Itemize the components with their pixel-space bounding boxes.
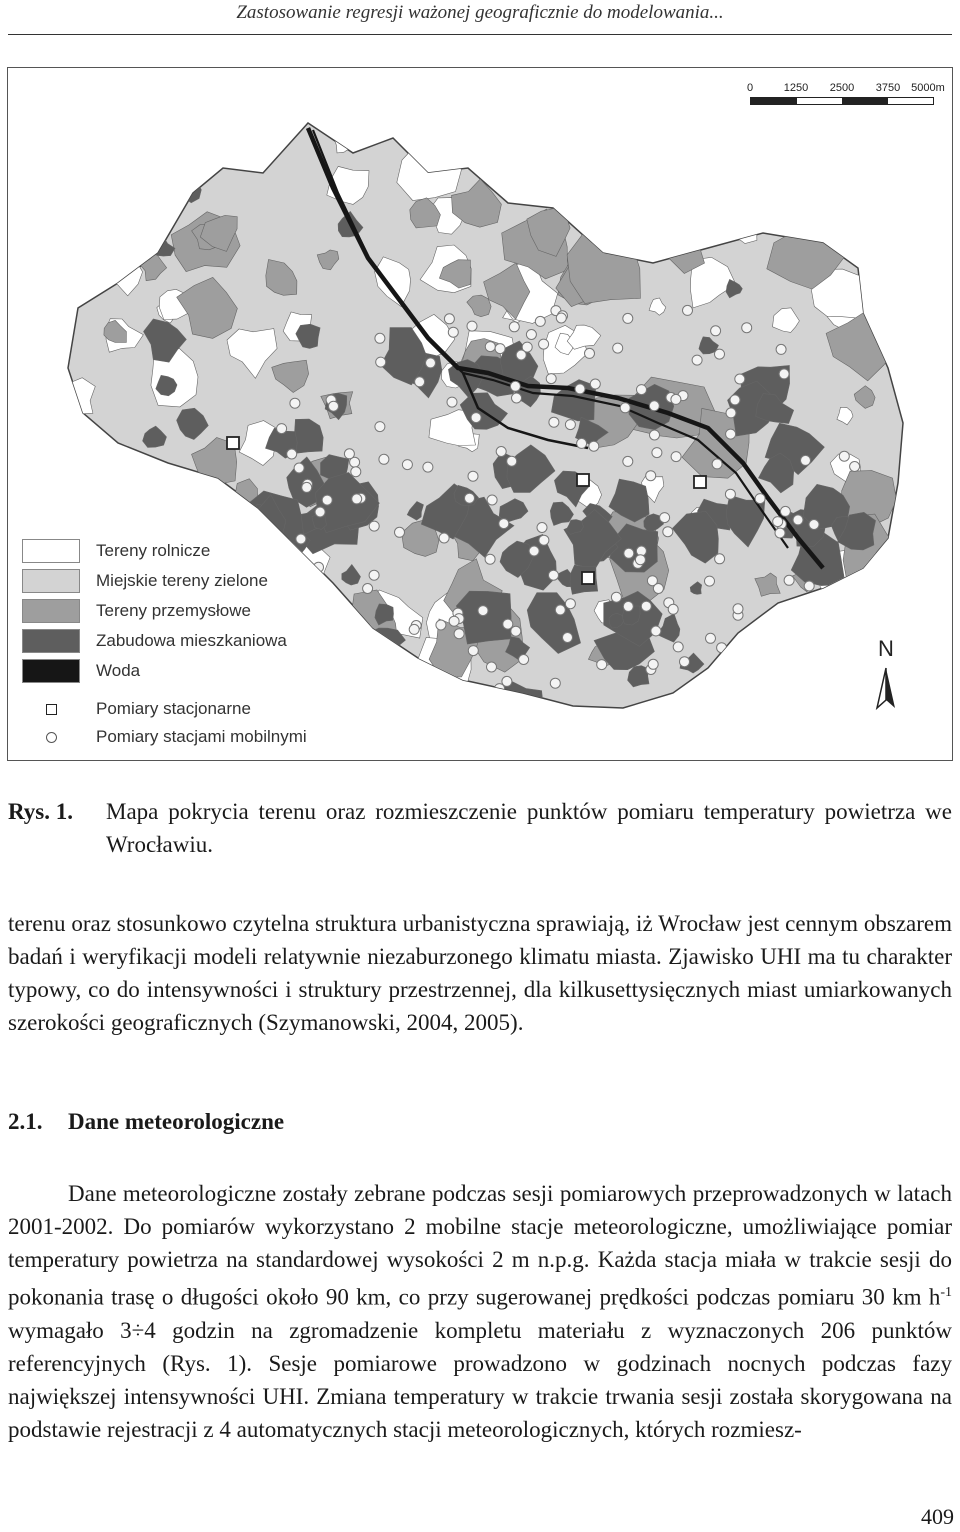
legend-item: [22, 628, 287, 654]
north-arrow-icon: [866, 636, 906, 716]
legend-item: [22, 538, 210, 564]
legend-swatch: [22, 659, 80, 683]
figure-map: [7, 67, 953, 761]
section-title: Dane meteorologiczne: [68, 1109, 285, 1134]
section-number: 2.1.: [8, 1109, 43, 1134]
north-label: N: [878, 636, 894, 661]
legend-label: Pomiary stacjonarne: [96, 699, 251, 718]
scale-tick: 1250: [783, 82, 809, 94]
legend-swatch: [22, 629, 80, 653]
scale-tick: 5000m: [911, 82, 945, 94]
north-arrow: [866, 636, 906, 716]
land-cover-map: [8, 68, 953, 761]
paragraph-text: Dane meteorologiczne zostały zebrane podczas sesji pomiarowych przeprowadzonych w latach 2001-2002. Do pomiarów wykorzystano 2 mobilne stacje meteorologiczne, umożliwiające pomiar temperatury powietrza na standardowej wysokości 2 m n.p.g. Każda stacja miała w trakcie sesji do pokonania trasę o długości około 90 km, co przy sugerowanej prędkości podczas pomiaru 30 km h: [8, 1181, 952, 1310]
scale-tick: 3750: [875, 82, 901, 94]
header-rule: [8, 34, 952, 35]
legend-label: Tereny przemysłowe: [96, 601, 251, 620]
legend-swatch: [22, 569, 80, 593]
legend-item: [22, 696, 251, 722]
legend-swatch: [22, 599, 80, 623]
legend-label: Tereny rolnicze: [96, 541, 211, 560]
page-number: 409: [921, 1504, 954, 1529]
scale-bar: [742, 82, 945, 122]
scale-bar-segments: [750, 97, 934, 105]
circle-marker-icon: [46, 732, 57, 743]
legend-item: [22, 658, 140, 684]
body-paragraph: [8, 1177, 952, 1446]
legend-label: Zabudowa mieszkaniowa: [96, 631, 287, 650]
running-header: Zastosowanie regresji ważonej geograficznie do modelowania...: [236, 2, 724, 23]
square-marker-icon: [46, 704, 57, 715]
superscript: -1: [940, 1285, 952, 1300]
legend-label: Miejskie tereny zielone: [96, 571, 268, 590]
legend-swatch: [22, 539, 80, 563]
caption-text: Mapa pokrycia terenu oraz rozmieszczenie punktów pomiaru temperatury powietrza we Wrocławiu.: [106, 799, 952, 857]
legend-item: [22, 568, 268, 594]
legend-label: Woda: [96, 661, 141, 680]
paragraph-text: wymagało 3÷4 godzin na zgromadzenie kompletu materiału z wyznaczonych 206 punktów referencyjnych (Rys. 1). Sesje pomiarowe prowadzono w godzinach nocnych podczas fazy największej intensywności UHI. Zmiana temperatury w trakcie trwania sesji została skorygowana na podstawie rejestracji z 4 automatycznych stacji meteorologicznych, których rozmiesz-: [8, 1317, 952, 1442]
legend-item: [22, 598, 251, 624]
body-paragraph: terenu oraz stosunkowo czytelna struktura urbanistyczna sprawiają, iż Wrocław jest cennym obszarem badań i weryfikacji modeli relatywnie niezaburzonego klimatu miasta. Zjawisko UHI ma tu charakter typowy, co do intensywności i struktury przestrzennej, dla kilkusettysięcznych miast umiarkowanych szerokości geograficznych (Szymanowski, 2004, 2005).: [8, 911, 952, 1035]
legend-label: Pomiary stacjami mobilnymi: [96, 727, 307, 746]
section-heading: [8, 1105, 284, 1138]
caption-label: Rys. 1.: [8, 799, 74, 824]
legend-item: [22, 724, 307, 750]
scale-tick: 2500: [829, 82, 855, 94]
scale-tick: 0: [746, 82, 754, 94]
